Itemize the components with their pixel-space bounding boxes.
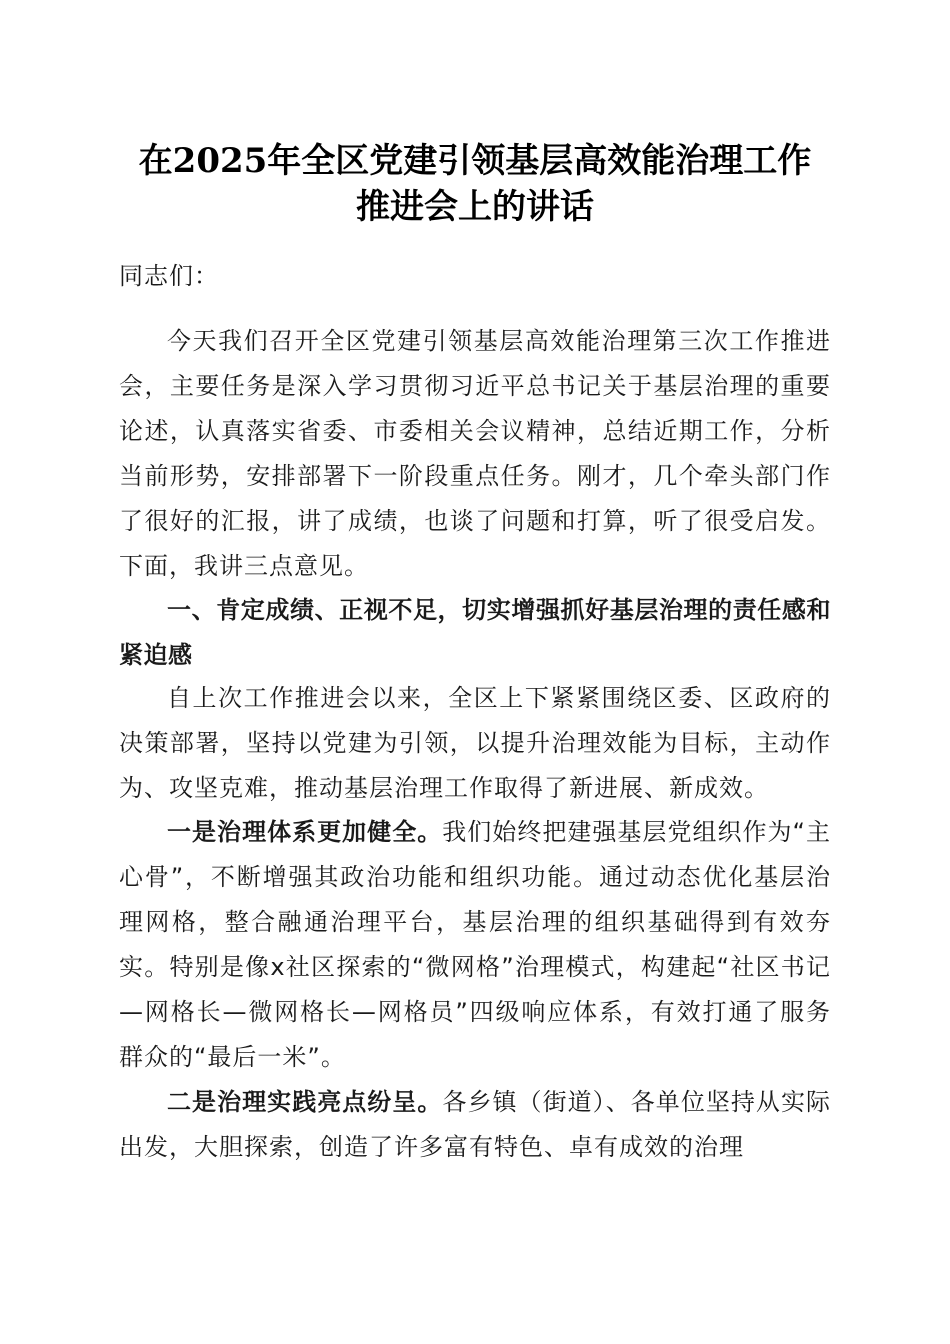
paragraph-governance-system xyxy=(119,810,831,1080)
paragraph-body: 各乡镇（街道）、各单位坚持从实际出发，大胆探索，创造了许多富有特色、卓有成效的治理 xyxy=(119,1088,832,1161)
section-heading-1: 一、肯定成绩、正视不足，切实增强抓好基层治理的责任感和紧迫感 xyxy=(119,596,831,669)
salutation: 同志们： xyxy=(119,262,219,290)
paragraph-lead: 二是治理实践亮点纷呈。 xyxy=(167,1088,443,1116)
title-line-2: 推进会上的讲话 xyxy=(356,187,594,227)
paragraph-governance-practice xyxy=(119,1080,831,1170)
paragraph-lead: 一是治理体系更加健全。 xyxy=(167,818,443,846)
paragraph-progress: 自上次工作推进会以来，全区上下紧紧围绕区委、区政府的决策部署，坚持以党建为引领，以提升治理效能为目标，主动作为、攻坚克难，推动基层治理工作取得了新进展、新成效。 xyxy=(119,684,831,802)
paragraph-body: 我们始终把建强基层党组织作为“主心骨”，不断增强其政治功能和组织功能。通过动态优化基层治理网格，整合融通治理平台，基层治理的组织基础得到有效夯实。特别是像x社区探索的“微网格”治理模式，构建起“社区书记—网格长—微网格长—网格员”四级响应体系，有效打通了服务群众的“最后一米”。 xyxy=(119,818,832,1071)
paragraph-intro: 今天我们召开全区党建引领基层高效能治理第三次工作推进会，主要任务是深入学习贯彻习近平总书记关于基层治理的重要论述，认真落实省委、市委相关会议精神，总结近期工作，分析当前形势，安排部署下一阶段重点任务。刚才，几个牵头部门作了很好的汇报，讲了成绩，也谈了问题和打算，听了很受启发。下面，我讲三点意见。 xyxy=(119,327,831,580)
title-line-1: 在2025年全区党建引领基层高效能治理工作 xyxy=(138,141,812,181)
